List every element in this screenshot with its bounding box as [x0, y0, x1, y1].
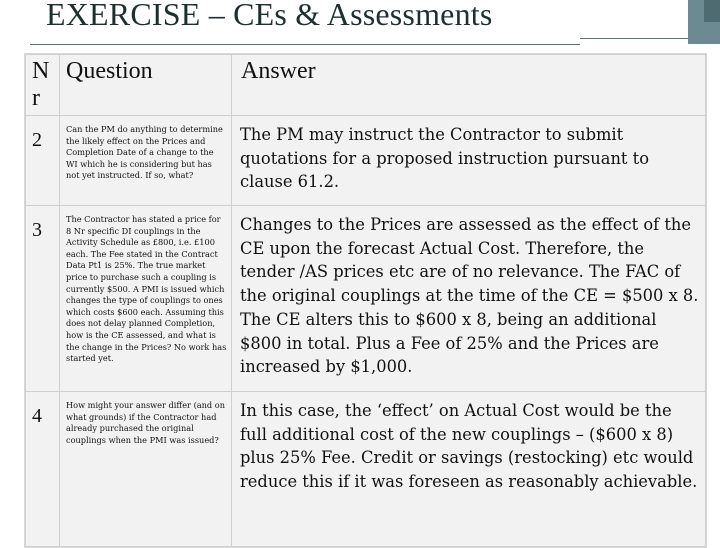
title-underline — [30, 44, 580, 45]
row-question: The Contractor has stated a price for 8 Nr specific DI couplings in the Activity Schedule as £800, i.e. £100 each. The Fee stated in the Contract Data Pt1 is 25%. The true market price to purchase such a coupling is currently $500. A PMI is issued which changes the type of couplings to ones which costs $600 each. Assuming this does not delay planned Completion, how is the CE assessed, and what is the change in the Prices? No work has started yet. — [66, 214, 227, 364]
header-cell-question — [60, 55, 232, 116]
header-question: Question — [66, 58, 153, 84]
header-nr: N r — [32, 58, 50, 111]
qa-table — [24, 53, 707, 548]
slide-title: EXERCISE – CEs & Assessments — [46, 0, 493, 32]
row-number: 3 — [32, 219, 42, 241]
table-header-row — [26, 55, 706, 116]
row-question: How might your answer differ (and on what grounds) if the Contractor had already purchased the original couplings when the PMI was issued? — [66, 400, 225, 445]
row-answer: Changes to the Prices are assessed as the effect of the CE upon the forecast Actual Cost. Therefore, the tender /AS prices etc are of no relevance. The FAC of the original couplings at the time of the CE = $500 x 8. The CE alters this to $600 x 8, being an additional $800 in total. Plus a Fee of 25% and the Prices are increased by $1,000. — [240, 215, 699, 377]
row-question: Can the PM do anything to determine the likely effect on the Prices and Completion Date of a change to the WI which he is considering but has not yet instructed. If so, what? — [66, 124, 223, 181]
header-cell-nr — [26, 55, 60, 116]
row-answer: The PM may instruct the Contractor to submit quotations for a proposed instruction pursuant to clause 61.2. — [240, 125, 649, 192]
row-number: 2 — [32, 129, 42, 151]
table-row — [26, 116, 706, 206]
header-answer: Answer — [241, 58, 316, 84]
header-cell-answer — [232, 55, 706, 116]
row-number: 4 — [32, 405, 42, 427]
title-underline-accent — [580, 38, 688, 39]
table-row — [26, 206, 706, 392]
row-answer: In this case, the ‘effect’ on Actual Cost would be the full additional cost of the new couplings – ($600 x 8) plus 25% Fee. Credit or savings (restocking) etc would reduce this if it was foreseen as reasonably achievable. — [240, 401, 698, 492]
table-row — [26, 392, 706, 547]
corner-decoration-inner — [704, 0, 720, 22]
